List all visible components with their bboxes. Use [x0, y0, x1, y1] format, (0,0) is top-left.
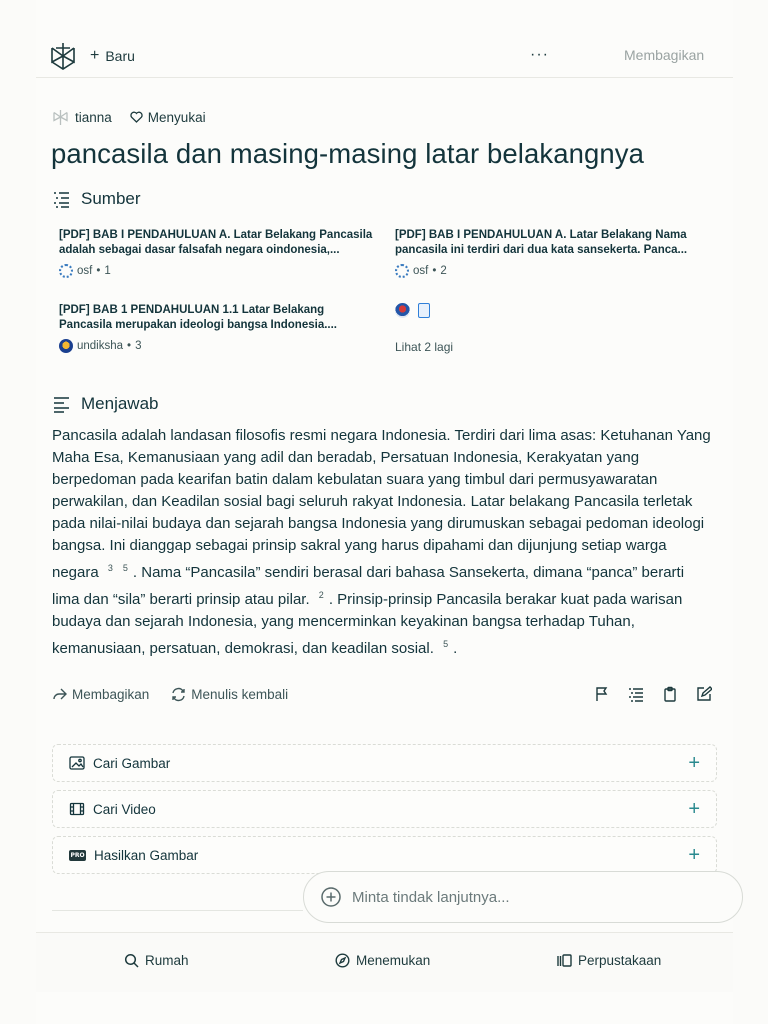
osf-favicon-icon [59, 264, 73, 278]
edit-icon[interactable] [696, 686, 712, 702]
page-title: pancasila dan masing-masing latar belakangnya [51, 138, 645, 169]
film-icon [69, 802, 85, 816]
source-meta [59, 339, 379, 353]
compass-icon [335, 953, 350, 968]
source-separator: • [127, 340, 132, 352]
answer-actions [52, 683, 712, 705]
author-name[interactable]: tianna [75, 109, 112, 125]
divider [52, 910, 303, 911]
library-icon [557, 953, 572, 968]
source-separator: • [96, 265, 101, 277]
image-icon [69, 756, 85, 770]
answer-heading [52, 394, 159, 414]
source-site: undiksha [77, 340, 124, 352]
site-favicon-icon [395, 303, 410, 318]
more-sources-card[interactable] [395, 302, 715, 354]
search-videos-label: Cari Video [93, 801, 156, 817]
source-site: osf [77, 265, 93, 277]
answer-part-3: . Prinsip-prinsip Pancasila berakar kuat pada warisan budaya dan sejarah Indonesia, yang mencerminkan keyakinan bangsa terhadap Tuhan, kemanusiaan, persatuan, demokrasi, dan keadilan sosial. [52, 591, 683, 657]
osf-favicon-icon [395, 264, 409, 278]
document-icon [418, 303, 430, 318]
app-window [36, 0, 733, 1024]
source-title: [PDF] BAB I PENDAHULUAN A. Latar Belakang Pancasila adalah sebagai dasar falsafah negara oindonesia,... [59, 229, 373, 256]
add-plus-icon: + [688, 798, 700, 820]
author-avatar-icon [52, 109, 69, 126]
sources-list-icon[interactable] [628, 686, 644, 702]
citation-link[interactable]: 5 [122, 563, 128, 573]
source-card-2[interactable] [395, 228, 715, 278]
followup-placeholder[interactable]: Minta tindak lanjutnya... [352, 888, 510, 906]
generate-image-button[interactable] [52, 836, 717, 874]
top-bar [36, 26, 733, 78]
generate-image-label: Hasilkan Gambar [94, 847, 199, 863]
citation-link[interactable]: 2 [318, 590, 324, 600]
bottom-navigation [36, 932, 733, 992]
like-button[interactable] [130, 110, 206, 125]
answer-text [52, 425, 712, 660]
search-videos-button[interactable] [52, 790, 717, 828]
share-answer-label: Membagikan [72, 686, 150, 702]
new-thread-button[interactable] [90, 46, 135, 66]
search-images-label: Cari Gambar [93, 755, 171, 771]
view-more-sources-link[interactable]: Lihat 2 lagi [395, 340, 454, 354]
answer-part-4: . [453, 640, 458, 657]
flag-icon[interactable] [594, 686, 610, 702]
source-meta [59, 264, 379, 278]
source-index: 2 [440, 265, 447, 277]
source-separator: • [432, 265, 437, 277]
share-button-top[interactable]: Membagikan [624, 47, 705, 63]
clipboard-icon[interactable] [662, 686, 678, 702]
citation-link[interactable]: 3 [107, 563, 113, 573]
heart-icon [130, 111, 143, 123]
share-answer-button[interactable] [52, 687, 149, 702]
author-row [52, 107, 206, 127]
nav-discover[interactable] [335, 953, 430, 968]
source-card-3[interactable] [59, 303, 379, 353]
undiksha-favicon-icon [59, 339, 73, 353]
sources-icon [52, 190, 71, 209]
more-options-button[interactable]: ··· [530, 46, 549, 63]
nav-library-label: Perpustakaan [578, 953, 662, 968]
nav-home[interactable] [124, 953, 189, 968]
sources-heading [52, 189, 141, 209]
search-images-button[interactable] [52, 744, 717, 782]
answer-part-2: . Nama “Pancasila” sendiri berasal dari bahasa Sansekerta, dimana “panca” berarti lima dan “sila” berarti prinsip atau pilar. [52, 564, 685, 608]
perplexity-logo-icon[interactable] [50, 42, 76, 70]
new-thread-label: Baru [105, 48, 135, 64]
nav-library[interactable] [557, 953, 661, 968]
source-title: [PDF] BAB I PENDAHULUAN A. Latar Belakang Nama pancasila ini terdiri dari dua kata sansekerta. Panca... [395, 229, 688, 256]
source-title: [PDF] BAB 1 PENDAHULUAN 1.1 Latar Belakang Pancasila merupakan ideologi bangsa Indonesia.... [59, 304, 337, 331]
rewrite-label: Menulis kembali [191, 686, 289, 702]
add-circle-icon[interactable] [320, 886, 342, 908]
sources-heading-label: Sumber [81, 189, 141, 208]
answer-part-1: Pancasila adalah landasan filosofis resmi negara Indonesia. Terdiri dari lima asas: Ketuhanan Yang Maha Esa, Kemanusiaan yang adil dan beradab, Persatuan Indonesia, Kerakyatan yang berpedoman pada kearifan batin dalam kebulatan suara yang timbul dari permusyawaratan perwakilan, dan Keadilan sosial bagi seluruh rakyat Indonesia. Latar belakang Pancasila terletak pada nilai-nilai budaya dan sejarah bangsa Indonesia yang dirumuskan sebagai pedoman ideologi bangsa. Ini dianggap sebagai prinsip sakral yang harus dipahami dan dijunjung setiap warga negara [52, 427, 711, 581]
nav-discover-label: Menemukan [356, 953, 431, 968]
pro-badge-icon: PRO [70, 851, 85, 859]
share-arrow-icon [52, 687, 67, 702]
source-index: 3 [135, 340, 142, 352]
answer-lines-icon [52, 395, 71, 414]
source-meta [395, 264, 715, 278]
source-index: 1 [104, 265, 111, 277]
like-label: Menyukai [147, 109, 206, 125]
add-plus-icon: + [688, 752, 700, 774]
nav-home-label: Rumah [145, 953, 189, 968]
add-plus-icon: + [688, 844, 700, 866]
rewrite-button[interactable] [171, 687, 288, 702]
source-site: osf [413, 265, 429, 277]
answer-tool-icons [594, 686, 712, 702]
more-sources-icons [395, 302, 715, 318]
plus-icon: + [90, 47, 100, 64]
search-icon [124, 953, 139, 968]
followup-input-box[interactable] [303, 871, 743, 923]
citation-link[interactable]: 5 [443, 639, 449, 649]
answer-heading-label: Menjawab [81, 394, 159, 413]
refresh-icon [171, 687, 186, 702]
source-card-1[interactable] [59, 228, 379, 278]
